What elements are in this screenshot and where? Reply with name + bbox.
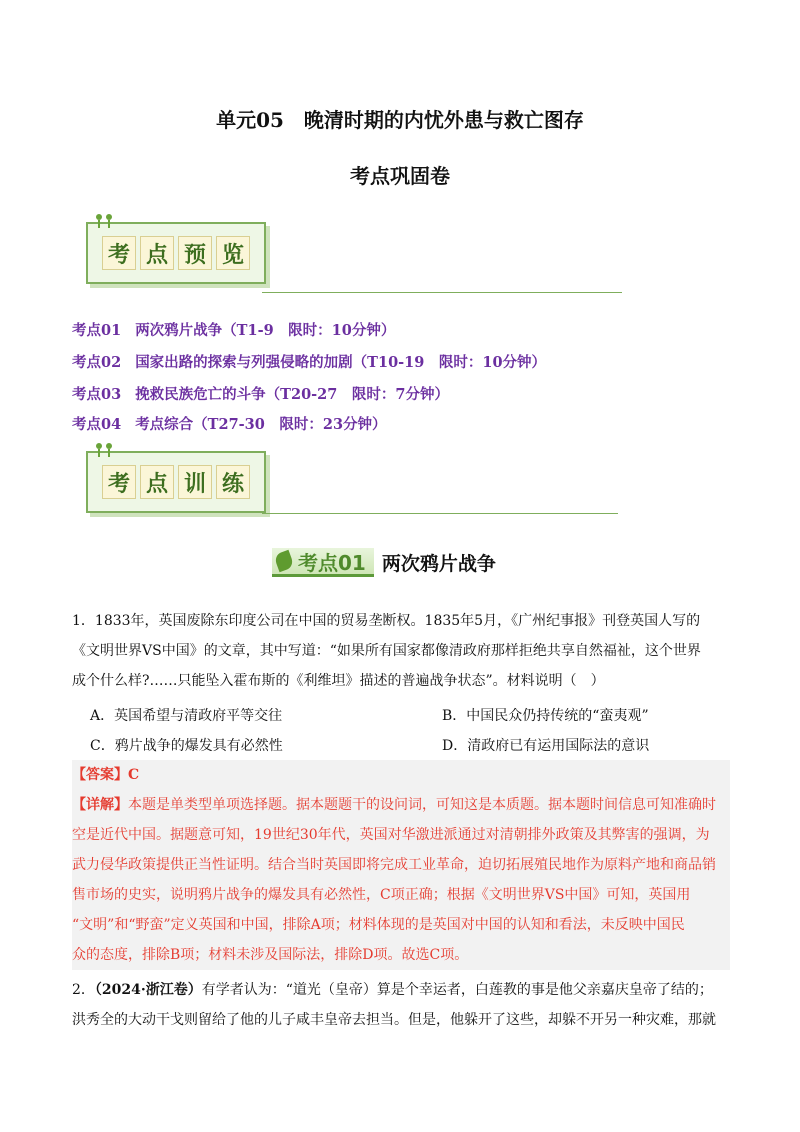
banner-char: 考 [102, 236, 136, 270]
leaf-icon [273, 550, 294, 572]
detail-line: 售市场的史实，说明鸦片战争的爆发具有必然性，C项正确；根据《文明世界VS中国》可知，英国用 [72, 887, 691, 903]
section-badge: 考点01 [272, 548, 374, 577]
banner-char: 点 [140, 465, 174, 499]
training-banner [86, 451, 266, 513]
option-b: B．中国民众仍持传统的“蛮夷观” [442, 708, 649, 724]
kaodian-item: 考点04 考点综合（T27-30 限时：23分钟） [72, 416, 387, 433]
detail-line: 空是近代中国。据题意可知，19世纪30年代，英国对华激进派通过对清朝排外政策及其弊害的强调，为 [72, 827, 710, 843]
option-c: C．鸦片战争的爆发具有必然性 [90, 738, 283, 754]
sprout-icon [96, 443, 112, 449]
detail-line: 【详解】本题是单类型单项选择题。据本题题干的设问词，可知这是本质题。据本题时间信息可知准确时 [72, 797, 716, 813]
banner-char: 点 [140, 236, 174, 270]
detail-line: 武力侵华政策提供正当性证明。结合当时英国即将完成工业革命，迫切拓展殖民地作为原料产地和商品销 [72, 857, 716, 873]
detail-line: 众的态度，排除B项；材料未涉及国际法，排除D项。故选C项。 [72, 947, 469, 963]
banner-char: 训 [178, 465, 212, 499]
section-heading [272, 548, 496, 577]
banner-char: 预 [178, 236, 212, 270]
sprout-icon [96, 214, 112, 220]
answer-box [72, 760, 730, 970]
option-d: D．清政府已有运用国际法的意识 [442, 738, 650, 754]
answer-line: 【答案】C [72, 767, 140, 783]
banner-char: 考 [102, 465, 136, 499]
section-title: 两次鸦片战争 [381, 553, 496, 575]
kaodian-item: 考点03 挽救民族危亡的斗争（T20-27 限时：7分钟） [72, 386, 449, 403]
question-1-stem: 1．1833年，英国废除东印度公司在中国的贸易垄断权。1835年5月，《广州纪事报》刊登英国人写的 《文明世界VS中国》的文章，其中写道：“如果所有国家都像清政府那样拒绝共享自然福祉，这个世界 成个什么样?……只能坠入霍布斯的《利维坦》描述的普遍战争状态”。材料说明（ ） [72, 613, 701, 689]
page-subtitle: 考点巩固卷 [350, 164, 450, 188]
kaodian-item: 考点02 国家出路的探索与列强侵略的加剧（T10-19 限时：10分钟） [72, 354, 547, 371]
detail-line: “文明”和“野蛮”定义英国和中国，排除A项；材料体现的是英国对中国的认知和看法，未反映中国民 [72, 917, 685, 933]
divider-line [262, 292, 622, 293]
divider-line [262, 513, 618, 514]
kaodian-item: 考点01 两次鸦片战争（T1-9 限时：10分钟） [72, 322, 396, 339]
page-title: 单元05 晚清时期的内忧外患与救亡图存 [216, 108, 584, 132]
preview-banner [86, 222, 266, 284]
question-2-stem: 2．（2024·浙江卷）有学者认为：“道光（皇帝）算是个幸运者，白莲教的事是他父亲嘉庆皇帝了结的； 洪秀全的大动干戈则留给了他的儿子咸丰皇帝去担当。但是，他躲开了这些，却躲不开另一种灾难，那就 [72, 982, 716, 1028]
banner-char: 览 [216, 236, 250, 270]
banner-char: 练 [216, 465, 250, 499]
option-a: A．英国希望与清政府平等交往 [90, 708, 283, 724]
